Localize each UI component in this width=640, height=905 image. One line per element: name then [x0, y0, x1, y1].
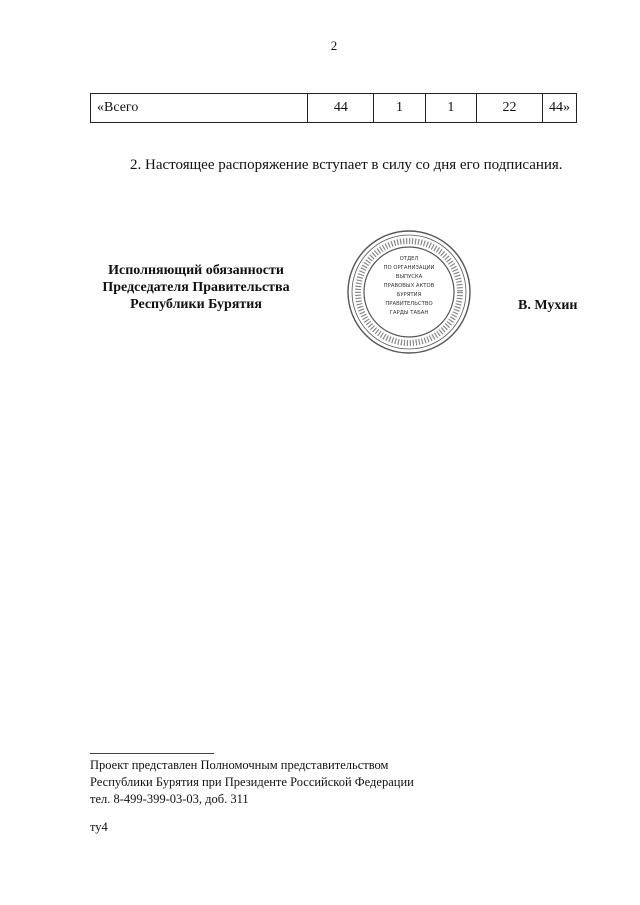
total-value-cell: 22: [477, 94, 543, 123]
total-label-cell: «Всего: [91, 94, 308, 123]
footnote-line: Проект представлен Полномочным представительством: [90, 758, 389, 772]
signer-title: [80, 262, 312, 313]
footnote-line: тел. 8-499-399-03-03, доб. 311: [90, 792, 249, 806]
totals-table: [90, 93, 577, 123]
seal-line: ГАРДЫ ТАБАН: [389, 310, 429, 316]
seal-line: ПО ОРГАНИЗАЦИИ: [383, 265, 435, 271]
seal-line: ВЫПУСКА: [395, 274, 423, 280]
document-code: ту4: [90, 820, 108, 834]
total-value-cell: 44: [308, 94, 374, 123]
footnote-divider: [90, 753, 214, 754]
footnote-line: Республики Бурятия при Президенте Российской Федерации: [90, 775, 414, 789]
seal-line: ПРАВИТЕЛЬСТВО: [385, 301, 433, 307]
total-value-cell: 44»: [543, 94, 577, 123]
seal-line: ПРАВОВЫХ АКТОВ: [383, 283, 435, 289]
official-seal-stamp: [345, 228, 473, 356]
table-row: [91, 94, 577, 123]
signer-title-line: Председателя Правительства: [102, 280, 290, 295]
total-value-cell: 1: [374, 94, 425, 123]
seal-line: БУРЯТИЯ: [396, 292, 422, 298]
footnote: [90, 757, 414, 808]
effective-date-paragraph: 2. Настоящее распоряжение вступает в силу со дня его подписания.: [130, 157, 563, 173]
signer-name: В. Мухин: [518, 298, 578, 313]
total-value-cell: 1: [425, 94, 476, 123]
page-number: 2: [330, 38, 338, 53]
signer-title-line: Республики Бурятия: [130, 297, 262, 312]
signer-title-line: Исполняющий обязанности: [108, 263, 284, 278]
seal-line: ОТДЕЛ: [399, 256, 419, 262]
